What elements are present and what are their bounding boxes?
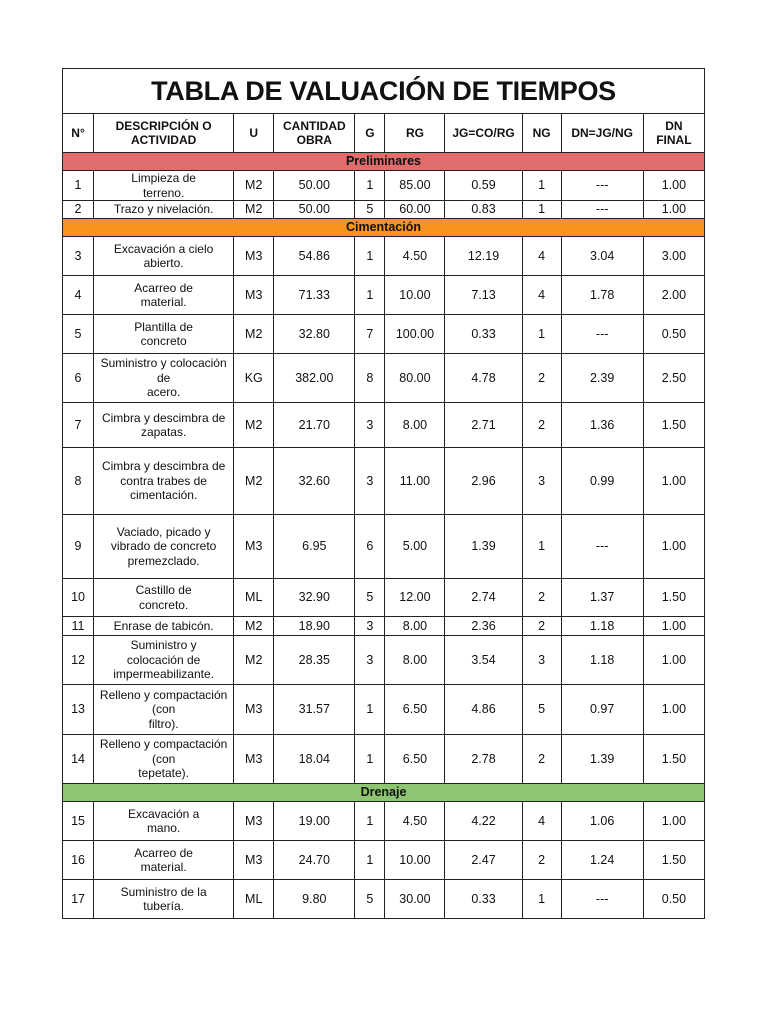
cell-description: Acarreo de material.: [94, 276, 234, 315]
cell-g: 3: [355, 403, 385, 448]
table-row: [63, 354, 705, 403]
cell-jg: 2.74: [445, 579, 522, 617]
cell-g: 8: [355, 354, 385, 403]
cell-jg: 2.47: [445, 841, 522, 880]
cell-dn-final: 1.00: [643, 515, 704, 579]
cell-jg: 2.71: [445, 403, 522, 448]
cell-g: 1: [355, 171, 385, 201]
cell-g: 3: [355, 448, 385, 515]
cell-description: Enrase de tabicón.: [94, 617, 234, 636]
header-row: [63, 114, 705, 153]
cell-dn: 1.37: [561, 579, 643, 617]
cell-description: Cimbra y descimbra de zapatas.: [94, 403, 234, 448]
cell-num: 14: [63, 735, 94, 784]
cell-g: 3: [355, 636, 385, 685]
cell-dn: 1.39: [561, 735, 643, 784]
cell-description: Suministro y colocación de acero.: [94, 354, 234, 403]
cell-rg: 100.00: [385, 315, 445, 354]
cell-num: 9: [63, 515, 94, 579]
cell-dn: 1.78: [561, 276, 643, 315]
cell-unit: ML: [234, 579, 274, 617]
cell-g: 1: [355, 841, 385, 880]
cell-rg: 8.00: [385, 617, 445, 636]
cell-unit: M3: [234, 515, 274, 579]
table-row: [63, 617, 705, 636]
header-ng: NG: [522, 114, 561, 153]
cell-ng: 1: [522, 201, 561, 219]
cell-dn: 1.36: [561, 403, 643, 448]
cell-dn-final: 0.50: [643, 880, 704, 919]
cell-dn-final: 3.00: [643, 237, 704, 276]
cell-num: 17: [63, 880, 94, 919]
cell-description: Excavación a mano.: [94, 802, 234, 841]
cell-jg: 1.39: [445, 515, 522, 579]
cell-jg: 4.22: [445, 802, 522, 841]
cell-num: 12: [63, 636, 94, 685]
cell-ng: 4: [522, 802, 561, 841]
header-quantity: CANTIDAD OBRA: [274, 114, 355, 153]
cell-description: Limpieza de terreno.: [94, 171, 234, 201]
table-row: [63, 448, 705, 515]
cell-g: 5: [355, 201, 385, 219]
cell-unit: M2: [234, 171, 274, 201]
cell-rg: 85.00: [385, 171, 445, 201]
cell-description: Trazo y nivelación.: [94, 201, 234, 219]
table-row: [63, 841, 705, 880]
cell-jg: 7.13: [445, 276, 522, 315]
table-row: [63, 403, 705, 448]
cell-dn-final: 1.00: [643, 802, 704, 841]
cell-dn: 1.24: [561, 841, 643, 880]
valuation-sheet: [62, 68, 705, 919]
cell-dn-final: 1.50: [643, 403, 704, 448]
cell-quantity: 50.00: [274, 201, 355, 219]
cell-jg: 0.33: [445, 880, 522, 919]
cell-jg: 0.59: [445, 171, 522, 201]
header-rg: RG: [385, 114, 445, 153]
cell-g: 5: [355, 579, 385, 617]
cell-quantity: 21.70: [274, 403, 355, 448]
cell-g: 1: [355, 802, 385, 841]
cell-rg: 5.00: [385, 515, 445, 579]
cell-jg: 3.54: [445, 636, 522, 685]
cell-rg: 30.00: [385, 880, 445, 919]
cell-ng: 1: [522, 315, 561, 354]
cell-rg: 8.00: [385, 636, 445, 685]
cell-dn-final: 1.50: [643, 735, 704, 784]
cell-jg: 2.36: [445, 617, 522, 636]
header-jg: JG=CO/RG: [445, 114, 522, 153]
cell-dn-final: 1.00: [643, 685, 704, 735]
cell-num: 8: [63, 448, 94, 515]
cell-jg: 12.19: [445, 237, 522, 276]
section-row: [63, 784, 705, 802]
cell-unit: M2: [234, 201, 274, 219]
cell-rg: 60.00: [385, 201, 445, 219]
cell-description: Relleno y compactación (con tepetate).: [94, 735, 234, 784]
cell-dn-final: 2.00: [643, 276, 704, 315]
cell-quantity: 31.57: [274, 685, 355, 735]
cell-rg: 11.00: [385, 448, 445, 515]
cell-quantity: 71.33: [274, 276, 355, 315]
cell-quantity: 32.90: [274, 579, 355, 617]
cell-ng: 2: [522, 841, 561, 880]
cell-unit: M3: [234, 237, 274, 276]
cell-ng: 4: [522, 237, 561, 276]
cell-quantity: 6.95: [274, 515, 355, 579]
cell-rg: 4.50: [385, 237, 445, 276]
cell-dn: ---: [561, 201, 643, 219]
cell-jg: 4.86: [445, 685, 522, 735]
table-row: [63, 515, 705, 579]
cell-ng: 2: [522, 354, 561, 403]
cell-num: 5: [63, 315, 94, 354]
cell-unit: M3: [234, 276, 274, 315]
table-row: [63, 880, 705, 919]
cell-dn: 1.18: [561, 636, 643, 685]
cell-quantity: 9.80: [274, 880, 355, 919]
table-row: [63, 579, 705, 617]
cell-dn-final: 0.50: [643, 315, 704, 354]
cell-num: 1: [63, 171, 94, 201]
cell-ng: 2: [522, 403, 561, 448]
cell-description: Castillo de concreto.: [94, 579, 234, 617]
cell-num: 2: [63, 201, 94, 219]
cell-quantity: 382.00: [274, 354, 355, 403]
cell-dn-final: 2.50: [643, 354, 704, 403]
cell-ng: 2: [522, 735, 561, 784]
table-row: [63, 201, 705, 219]
cell-num: 10: [63, 579, 94, 617]
cell-jg: 0.33: [445, 315, 522, 354]
cell-description: Acarreo de material.: [94, 841, 234, 880]
cell-rg: 8.00: [385, 403, 445, 448]
cell-quantity: 24.70: [274, 841, 355, 880]
cell-description: Suministro de la tubería.: [94, 880, 234, 919]
table-row: [63, 735, 705, 784]
cell-num: 15: [63, 802, 94, 841]
cell-description: Vaciado, picado y vibrado de concreto premezclado.: [94, 515, 234, 579]
cell-jg: 2.78: [445, 735, 522, 784]
cell-g: 1: [355, 685, 385, 735]
section-row: [63, 153, 705, 171]
section-title: Preliminares: [63, 153, 705, 171]
cell-dn: 1.18: [561, 617, 643, 636]
section-title: Cimentación: [63, 219, 705, 237]
cell-num: 7: [63, 403, 94, 448]
cell-ng: 3: [522, 636, 561, 685]
cell-description: Plantilla de concreto: [94, 315, 234, 354]
cell-unit: M3: [234, 841, 274, 880]
cell-dn-final: 1.00: [643, 201, 704, 219]
cell-description: Suministro y colocación de impermeabilizante.: [94, 636, 234, 685]
cell-g: 5: [355, 880, 385, 919]
table-row: [63, 636, 705, 685]
cell-dn-final: 1.00: [643, 636, 704, 685]
cell-dn: 3.04: [561, 237, 643, 276]
cell-description: Excavación a cielo abierto.: [94, 237, 234, 276]
cell-dn: 2.39: [561, 354, 643, 403]
cell-quantity: 18.90: [274, 617, 355, 636]
cell-num: 11: [63, 617, 94, 636]
section-title: Drenaje: [63, 784, 705, 802]
cell-num: 4: [63, 276, 94, 315]
cell-dn: ---: [561, 515, 643, 579]
cell-quantity: 32.80: [274, 315, 355, 354]
cell-ng: 1: [522, 880, 561, 919]
cell-dn-final: 1.00: [643, 617, 704, 636]
cell-dn: ---: [561, 315, 643, 354]
cell-rg: 6.50: [385, 735, 445, 784]
cell-dn-final: 1.50: [643, 841, 704, 880]
cell-num: 3: [63, 237, 94, 276]
section-row: [63, 219, 705, 237]
cell-quantity: 54.86: [274, 237, 355, 276]
cell-quantity: 28.35: [274, 636, 355, 685]
cell-g: 7: [355, 315, 385, 354]
cell-dn-final: 1.50: [643, 579, 704, 617]
cell-ng: 2: [522, 579, 561, 617]
cell-jg: 0.83: [445, 201, 522, 219]
table-row: [63, 237, 705, 276]
cell-rg: 10.00: [385, 276, 445, 315]
cell-quantity: 50.00: [274, 171, 355, 201]
header-unit: U: [234, 114, 274, 153]
cell-ng: 2: [522, 617, 561, 636]
cell-unit: M2: [234, 636, 274, 685]
cell-dn: ---: [561, 880, 643, 919]
cell-g: 1: [355, 735, 385, 784]
cell-unit: M2: [234, 403, 274, 448]
cell-dn-final: 1.00: [643, 171, 704, 201]
cell-dn: 0.97: [561, 685, 643, 735]
cell-unit: M2: [234, 448, 274, 515]
cell-unit: M3: [234, 685, 274, 735]
cell-unit: M2: [234, 315, 274, 354]
cell-unit: M3: [234, 802, 274, 841]
cell-g: 3: [355, 617, 385, 636]
table-title: TABLA DE VALUACIÓN DE TIEMPOS: [63, 69, 705, 114]
cell-rg: 12.00: [385, 579, 445, 617]
cell-quantity: 32.60: [274, 448, 355, 515]
cell-dn-final: 1.00: [643, 448, 704, 515]
cell-ng: 1: [522, 171, 561, 201]
cell-description: Relleno y compactación (con filtro).: [94, 685, 234, 735]
cell-description: Cimbra y descimbra de contra trabes de cimentación.: [94, 448, 234, 515]
cell-jg: 2.96: [445, 448, 522, 515]
cell-g: 1: [355, 276, 385, 315]
cell-g: 6: [355, 515, 385, 579]
header-num: N°: [63, 114, 94, 153]
valuation-table: [62, 68, 705, 919]
header-dn-final: DN FINAL: [643, 114, 704, 153]
cell-unit: M3: [234, 735, 274, 784]
title-row: [63, 69, 705, 114]
cell-quantity: 18.04: [274, 735, 355, 784]
table-row: [63, 171, 705, 201]
cell-num: 6: [63, 354, 94, 403]
cell-rg: 6.50: [385, 685, 445, 735]
table-row: [63, 685, 705, 735]
cell-unit: KG: [234, 354, 274, 403]
header-description: DESCRIPCIÓN O ACTIVIDAD: [94, 114, 234, 153]
cell-dn: 0.99: [561, 448, 643, 515]
header-g: G: [355, 114, 385, 153]
cell-g: 1: [355, 237, 385, 276]
cell-rg: 10.00: [385, 841, 445, 880]
table-row: [63, 802, 705, 841]
table-row: [63, 276, 705, 315]
cell-unit: M2: [234, 617, 274, 636]
cell-rg: 4.50: [385, 802, 445, 841]
cell-rg: 80.00: [385, 354, 445, 403]
table-row: [63, 315, 705, 354]
cell-unit: ML: [234, 880, 274, 919]
cell-quantity: 19.00: [274, 802, 355, 841]
cell-dn: ---: [561, 171, 643, 201]
cell-ng: 4: [522, 276, 561, 315]
cell-jg: 4.78: [445, 354, 522, 403]
cell-ng: 1: [522, 515, 561, 579]
cell-ng: 3: [522, 448, 561, 515]
cell-num: 13: [63, 685, 94, 735]
cell-ng: 5: [522, 685, 561, 735]
cell-dn: 1.06: [561, 802, 643, 841]
cell-num: 16: [63, 841, 94, 880]
header-dn: DN=JG/NG: [561, 114, 643, 153]
